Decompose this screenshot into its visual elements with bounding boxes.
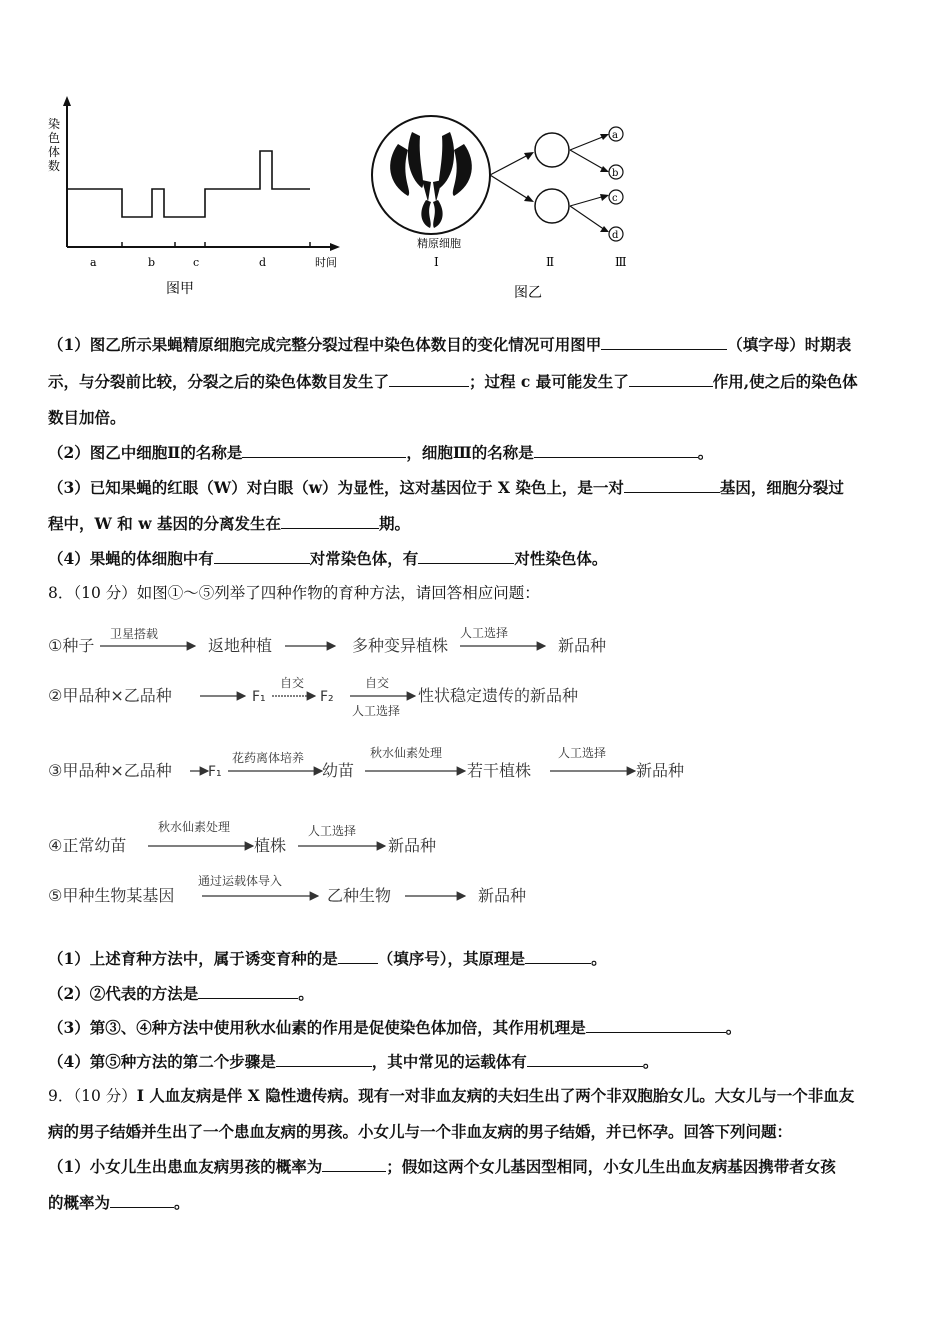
scheme4-start: ④正常幼苗 [48,836,127,855]
scheme2-f2: F₂ [320,689,334,705]
scheme3-arrow2-label: 花药离体培养 [232,751,305,765]
text: 的概率为 [48,1193,111,1212]
y-label-char: 色 [48,131,61,145]
text: 对性染色体。 [514,549,608,568]
text: 程中，W 和 w 基因的分离发生在 [48,514,281,533]
text: I 人血友病是伴 X 隐性遗传病。现有一对非血友病的夫妇生出了两个非双胞胎女儿。大女儿与一个非血友 [136,1086,855,1105]
arrow-line [570,206,605,230]
q9-line2 [48,1121,908,1143]
answer-blank[interactable] [338,949,378,964]
answer-blank[interactable] [198,984,298,999]
text: ，其中常见的运载体有 [371,1052,527,1071]
arrow-head [600,166,609,172]
text: 。 [697,443,714,462]
answer-blank[interactable] [534,443,698,458]
scheme4-mid1: 植株 [254,836,287,855]
scheme1-mid1: 返地种植 [208,636,273,655]
arrow-line [570,136,605,150]
breeding-scheme-diagram [40,615,740,915]
scheme2-arrow3-bottom: 人工选择 [352,704,401,718]
text: （1）上述育种方法中，属于诱变育种的是 [48,949,338,968]
y-label-char: 染 [48,117,61,131]
y-label-char: 数 [48,159,61,173]
scheme3-arrow4-label: 人工选择 [558,746,607,760]
text: ；过程 c 最可能发生了 [469,372,629,391]
text: （4）第⑤种方法的第二个步骤是 [48,1052,276,1071]
scheme4-end: 新品种 [388,836,437,855]
daughter-label: b [612,168,619,179]
scheme5-mid1: 乙种生物 [327,886,392,905]
y-label-char: 体 [48,145,61,159]
text: 。 [642,1052,659,1071]
q7-part3-line2 [48,513,908,535]
text: 基因，细胞分裂过 [719,478,844,497]
scheme5-start: ⑤甲种生物某基因 [48,886,175,905]
text: 对常染色体，有 [309,549,419,568]
text: （2）②代表的方法是 [48,984,199,1003]
scheme1-mid2: 多种变异植株 [352,636,449,655]
caption-yi: 图乙 [514,285,542,301]
text: 期。 [378,514,410,533]
scheme2-arrow3-top: 自交 [365,676,390,690]
answer-blank[interactable] [214,549,310,564]
answer-blank[interactable] [281,514,379,529]
answer-blank[interactable] [389,372,469,387]
answer-blank[interactable] [586,1018,726,1033]
daughter-label: d [612,230,619,241]
answer-blank[interactable] [110,1193,174,1208]
text: （4）果蝇的体细胞中有 [48,549,214,568]
text: （1）图乙所示果蝇精原细胞完成完整分裂过程中染色体数目的变化情况可用图甲 [48,335,602,354]
q8-part4 [48,1051,908,1073]
text: 病的男子结婚并生出了一个患血友病的男孩。小女儿与一个非血友病的男子结婚，并已怀孕。回答下列问题： [48,1122,793,1141]
stage-label-ii: Ⅱ [546,255,555,269]
text: 。 [591,949,607,968]
q9-line1 [48,1085,908,1107]
q9-part1-line1 [48,1156,908,1178]
daughter-label: c [612,193,618,204]
daughter-label: a [612,130,618,141]
q8-part1 [48,948,908,970]
scheme4-arrow2-label: 人工选择 [308,824,357,838]
scheme3-mid1: 幼苗 [322,761,355,780]
scheme3-arrow3-label: 秋水仙素处理 [370,746,443,760]
x-axis-arrow [330,243,340,251]
answer-blank[interactable] [418,549,514,564]
scheme2-end: 性状稳定遗传的新品种 [418,686,579,705]
arrow-head [524,195,534,202]
answer-blank[interactable] [525,949,591,964]
caption-jia: 图甲 [166,281,194,297]
tick-label-a: a [90,256,97,269]
x-axis-label: 时间 [315,256,337,269]
text: 。 [174,1193,190,1212]
q7-part1-line3 [48,407,908,429]
text: （2）图乙中细胞Ⅱ的名称是 [48,443,243,462]
cell-label: 精原细胞 [417,237,461,250]
text: （1）小女儿生出患血友病男孩的概率为 [48,1157,323,1176]
text: （3）已知果蝇的红眼（W）对白眼（w）为显性，这对基因位于 X 染色上，是一对 [48,478,624,497]
text: 作用,使之后的染色体 [712,372,858,391]
answer-blank[interactable] [527,1052,643,1067]
scheme3-start: ③甲品种×乙品种 [48,761,172,780]
text: 9．（10 分） [48,1087,137,1105]
arrow-line [570,196,605,206]
scheme1-end: 新品种 [558,636,607,655]
text: ；假如这两个女儿基因型相同，小女儿生出血友病基因携带者女孩 [386,1157,836,1176]
answer-blank[interactable] [322,1157,386,1172]
y-axis-arrow [63,96,71,106]
stage-label-iii: Ⅲ [615,255,627,269]
cell-ii-upper [535,133,569,167]
text: 示，与分裂前比较，分裂之后的染色体数目发生了 [48,372,390,391]
answer-blank[interactable] [242,443,406,458]
scheme5-arrow1-label: 通过运载体导入 [198,874,283,888]
scheme3-f1: F₁ [208,764,222,780]
figure-area [40,92,640,310]
scheme4-arrow1-label: 秋水仙素处理 [158,820,231,834]
text: ，细胞Ⅲ的名称是 [406,443,534,462]
text: 。 [298,984,314,1003]
scheme1-arrow3-label: 人工选择 [460,626,509,640]
text: （填字母）时期表 [727,335,852,354]
q8-part3 [48,1017,908,1039]
figure-svg [40,92,640,310]
arrow-line [570,150,605,170]
answer-blank[interactable] [624,478,720,493]
q7-part3-line1 [48,477,908,499]
q7-part1-line2 [48,371,908,393]
q9-part1-line2 [48,1192,908,1214]
q7-part1-line1 [48,334,908,356]
cell-ii-lower [535,189,569,223]
tick-label-d: d [259,256,267,269]
text: 数目加倍。 [48,408,126,427]
spermatogonium-cell [372,116,490,234]
scheme2-f1: F₁ [252,689,266,705]
text: （填序号），其原理是 [377,949,526,968]
scheme3-mid2: 若干植株 [467,761,532,780]
text: （3）第③、④种方法中使用秋水仙素的作用是促使染色体加倍，其作用机理是 [48,1018,586,1037]
scheme2-start: ②甲品种×乙品种 [48,686,172,705]
answer-blank[interactable] [601,335,727,350]
q8-part2 [48,983,908,1005]
scheme1-arrow1-label: 卫星搭载 [110,627,159,641]
scheme3-end: 新品种 [636,761,685,780]
q7-part2 [48,442,908,464]
text: 8．（10 分）如图①～⑤列举了四种作物的育种方法，请回答相应问题： [48,584,540,602]
scheme2-arrow2-label: 自交 [280,676,305,690]
text: 。 [725,1018,742,1037]
scheme5-end: 新品种 [478,886,527,905]
scheme1-start: ①种子 [48,636,95,655]
q8-header [48,582,908,604]
q7-part4 [48,548,908,570]
arrow-line [490,175,530,200]
arrow-head [600,194,609,201]
stage-label-i: Ⅰ [434,255,439,269]
tick-label-b: b [148,256,156,269]
answer-blank[interactable] [629,372,713,387]
answer-blank[interactable] [276,1052,372,1067]
tick-label-c: c [193,256,200,269]
arrow-line [490,154,530,175]
chromosome-count-line [67,151,310,217]
